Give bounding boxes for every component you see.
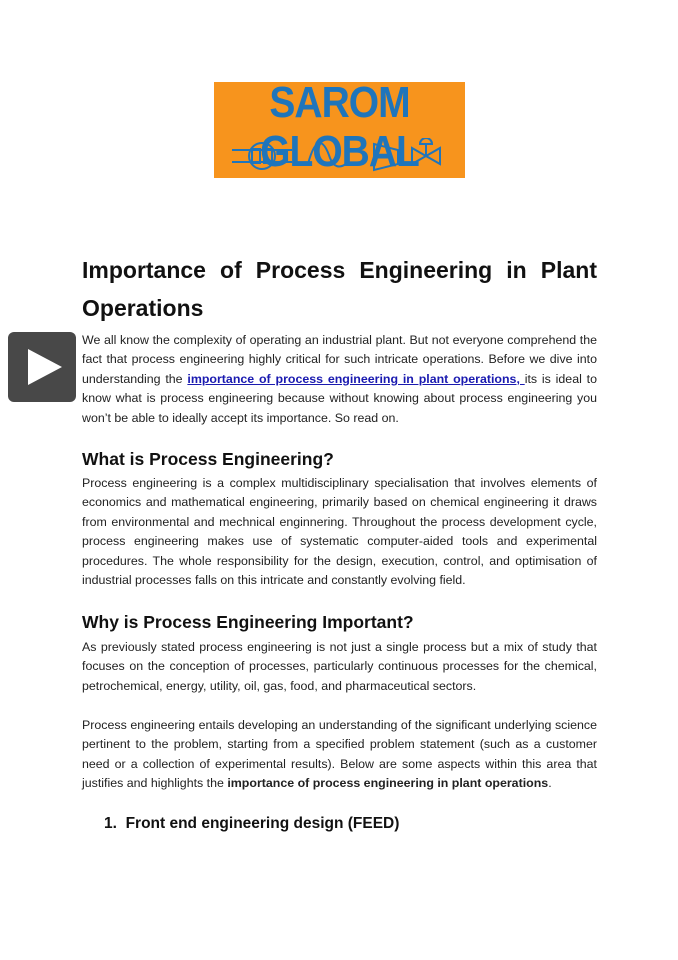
para2-text: Process engineering entails developing an understanding of the significant underlying science pertinent to the problem, starting from a specified problem statement (such as a customer need or a collection of experimental results). Below are some aspects within this area that justifies and highlights the <box>82 718 597 791</box>
list-item-feed <box>104 815 399 833</box>
section-heading-what: What is Process Engineering? <box>82 449 334 469</box>
section-what-body: Process engineering is a complex multidisciplinary specialisation that involves elements of economics and mathematical engineering, primarily based on chemical engineering it draws from environmental and mechnical enginnering. Throughout the process development cycle, process engineering makes use of systematic computer-aided tools and experimental procedures. The whole responsibility for the design, execution, control, and optimisation of industrial processes falls on this intricate and constantly evolving field. <box>82 476 597 588</box>
page-title: Importance of Process Engineering in Plant Operations <box>82 257 597 321</box>
list-number: 1. <box>104 815 117 832</box>
play-button[interactable] <box>8 332 76 402</box>
intro-text-end: its is ideal to know what is process engineering because without knowing about process engineering you won’t be able to ideally accept its importance. So read on. <box>82 371 597 425</box>
intro-paragraph <box>82 331 597 428</box>
importance-link[interactable]: importance of process engineering in plant operations, <box>187 371 525 386</box>
section-heading-why: Why is Process Engineering Important? <box>82 612 414 632</box>
para2-end: . <box>548 776 552 791</box>
process-symbols-icon <box>232 138 452 174</box>
section-why-para1: As previously stated process engineering is not just a single process but a mix of study that focuses on the conception of processes, particularly continuous processes for the chemical, petrochemical, energy, utility, oil, gas, food, and pharmaceutical sectors. <box>82 640 597 693</box>
intro-text: We all know the complexity of operating an industrial plant. But not everyone comprehend the fact that process engineering highly critical for such intricate operations. Before we dive into understanding the <box>82 333 597 386</box>
logo-text: SAROM GLOBAL <box>260 78 419 177</box>
sarom-global-logo <box>214 78 465 178</box>
list-item-text: Front end engineering design (FEED) <box>125 815 400 832</box>
section-why-para2 <box>82 716 597 794</box>
para2-bold: importance of process engineering in plant operations <box>227 776 549 791</box>
play-icon <box>26 349 62 385</box>
